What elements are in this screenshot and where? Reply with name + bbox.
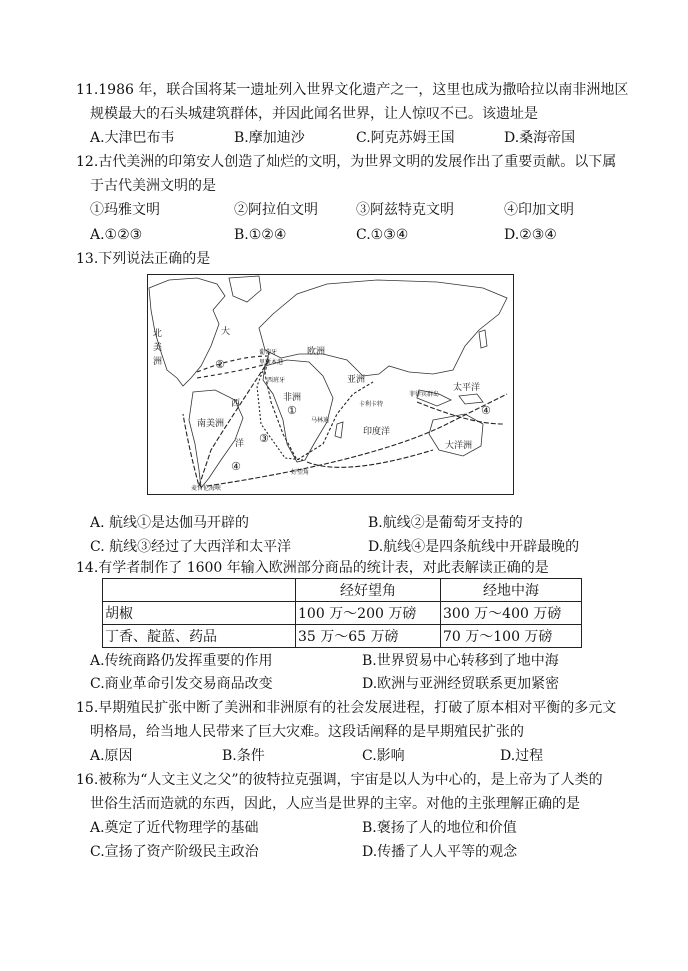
route-mark-3: ③ — [259, 432, 269, 445]
q14-stem: 14.有学者制作了 1600 年输入欧洲部分商品的统计表，对此表解读正确的是 — [76, 560, 549, 576]
table-cell: 35 万～65 万磅 — [296, 625, 441, 648]
label-spain: 西班牙 — [267, 377, 286, 384]
q11-option-d: D.桑海帝国 — [504, 130, 576, 146]
q12-item-2: ②阿拉伯文明 — [234, 202, 318, 218]
label-africa: 非洲 — [283, 393, 302, 403]
q13-option-c: C. 航线③经过了大西洋和太平洋 — [90, 539, 292, 555]
q15-stem-line1: 15.早期殖民扩张中断了美洲和非洲原有的社会发展进程，打破了原本相对平衡的多元文 — [76, 700, 617, 716]
route-mark-4-pacific: ④ — [481, 404, 491, 417]
q15-option-b: B.条件 — [222, 748, 265, 764]
q12-item-4: ④印加文明 — [504, 202, 574, 218]
q15-option-c: C.影响 — [362, 748, 405, 764]
q16-option-a: A.奠定了近代物理学的基础 — [90, 820, 259, 836]
route-mark-4-atlantic: ④ — [231, 460, 241, 473]
q13-option-a: A. 航线①是达伽马开辟的 — [90, 515, 250, 531]
label-magellan-strait: 麦哲伦海峡 — [191, 485, 222, 492]
label-portugal: 葡萄牙 — [259, 349, 278, 356]
label-yang: 洋 — [235, 439, 245, 449]
q13-option-d: D.航线④是四条航线中开辟最晚的 — [368, 539, 580, 555]
label-south-america: 南美洲 — [197, 419, 225, 429]
q14-option-d: D.欧洲与亚洲经贸联系更加紧密 — [362, 676, 560, 692]
trade-table — [102, 578, 582, 648]
q11-option-b: B.摩加迪沙 — [234, 130, 305, 146]
q12-option-a: A.①②③ — [90, 227, 143, 243]
q14-option-c: C.商业革命引发交易商品改变 — [90, 676, 273, 692]
q14-option-a: A.传统商路仍发挥重要的作用 — [90, 653, 273, 669]
label-europe: 欧洲 — [307, 347, 326, 357]
label-malindi: 马林迪 — [311, 417, 330, 424]
table-header-cell — [103, 579, 296, 602]
q13-stem: 13.下列说法正确的是 — [76, 251, 211, 267]
label-oceania: 大洋洲 — [445, 441, 473, 451]
q12-option-c: C.①③④ — [356, 227, 409, 243]
q16-option-c: C.宣扬了资产阶级民主政治 — [90, 844, 259, 860]
label-lisbon: 里斯本港 — [259, 359, 284, 366]
table-cell: 300 万～400 万磅 — [441, 602, 582, 625]
q12-item-1: ①玛雅文明 — [90, 202, 160, 218]
q11-option-c: C.阿克苏姆王国 — [356, 130, 455, 146]
label-da: 大 — [221, 327, 231, 337]
q11-option-a: A.大津巴布韦 — [90, 130, 175, 146]
q15-option-a: A.原因 — [90, 748, 133, 764]
q15-option-d: D.过程 — [500, 748, 544, 764]
table-header-cell: 经地中海 — [441, 579, 582, 602]
q12-stem-line1: 12.古代美洲的印第安人创造了灿烂的文明，为世界文明的发展作出了重要贡献。以下属 — [76, 154, 617, 170]
label-asia: 亚洲 — [347, 375, 366, 385]
q16-option-b: B.褒扬了人的地位和价值 — [362, 820, 517, 836]
q16-option-d: D.传播了人人平等的观念 — [362, 844, 518, 860]
table-cell: 丁香、靛蓝、药品 — [103, 625, 296, 648]
q15-stem-line2: 明格局，给当地人民带来了巨大灾难。这段话阐释的是早期殖民扩张的 — [90, 724, 524, 740]
table-cell: 100 万～200 万磅 — [296, 602, 441, 625]
label-north-america-1: 北 — [153, 329, 163, 339]
table-cell: 70 万～100 万磅 — [441, 625, 582, 648]
q16-stem-line2: 世俗生活而造就的东西，因此，人应当是世界的主宰。对他的主张理解正确的是 — [90, 796, 580, 812]
q14-option-b: B.世界贸易中心转移到了地中海 — [362, 653, 559, 669]
route-mark-1: ① — [287, 404, 297, 417]
q12-stem-line2: 于古代美洲文明的是 — [90, 178, 216, 194]
q16-stem-line1: 16.被称为“人文主义之父”的彼特拉克强调，宇宙是以人为中心的，是上帝为了人类的 — [76, 772, 603, 788]
q12-option-d: D.②③④ — [504, 227, 557, 243]
q11-stem-line1: 11.1986 年，联合国将某一遗址列入世界文化遗产之一，这里也成为撒哈拉以南非洲地区 — [76, 82, 629, 98]
label-pacific: 太平洋 — [453, 383, 481, 393]
label-calicut: 卡利卡特 — [359, 401, 384, 408]
label-north-america-3: 洲 — [153, 357, 163, 367]
table-header-cell: 经好望角 — [296, 579, 441, 602]
label-xi: 西 — [231, 399, 241, 409]
table-cell: 胡椒 — [103, 602, 296, 625]
label-north-america-2: 美 — [153, 343, 163, 353]
q12-option-b: B.①②④ — [234, 227, 287, 243]
route-map — [147, 274, 514, 495]
q11-stem-line2: 规模最大的石头城建筑群体，并因此闻名世界，让人惊叹不已。该遗址是 — [90, 106, 538, 122]
table-header-row — [103, 579, 582, 602]
label-indian-ocean: 印度洋 — [363, 427, 391, 437]
label-philippines: 菲律宾群岛 — [409, 391, 440, 398]
route-mark-2: ② — [215, 358, 225, 371]
q13-option-b: B.航线②是葡萄牙支持的 — [368, 515, 523, 531]
table-row — [103, 625, 582, 648]
label-cape: 好望角 — [291, 469, 310, 476]
q12-item-3: ③阿兹特克文明 — [356, 202, 454, 218]
table-row — [103, 602, 582, 625]
